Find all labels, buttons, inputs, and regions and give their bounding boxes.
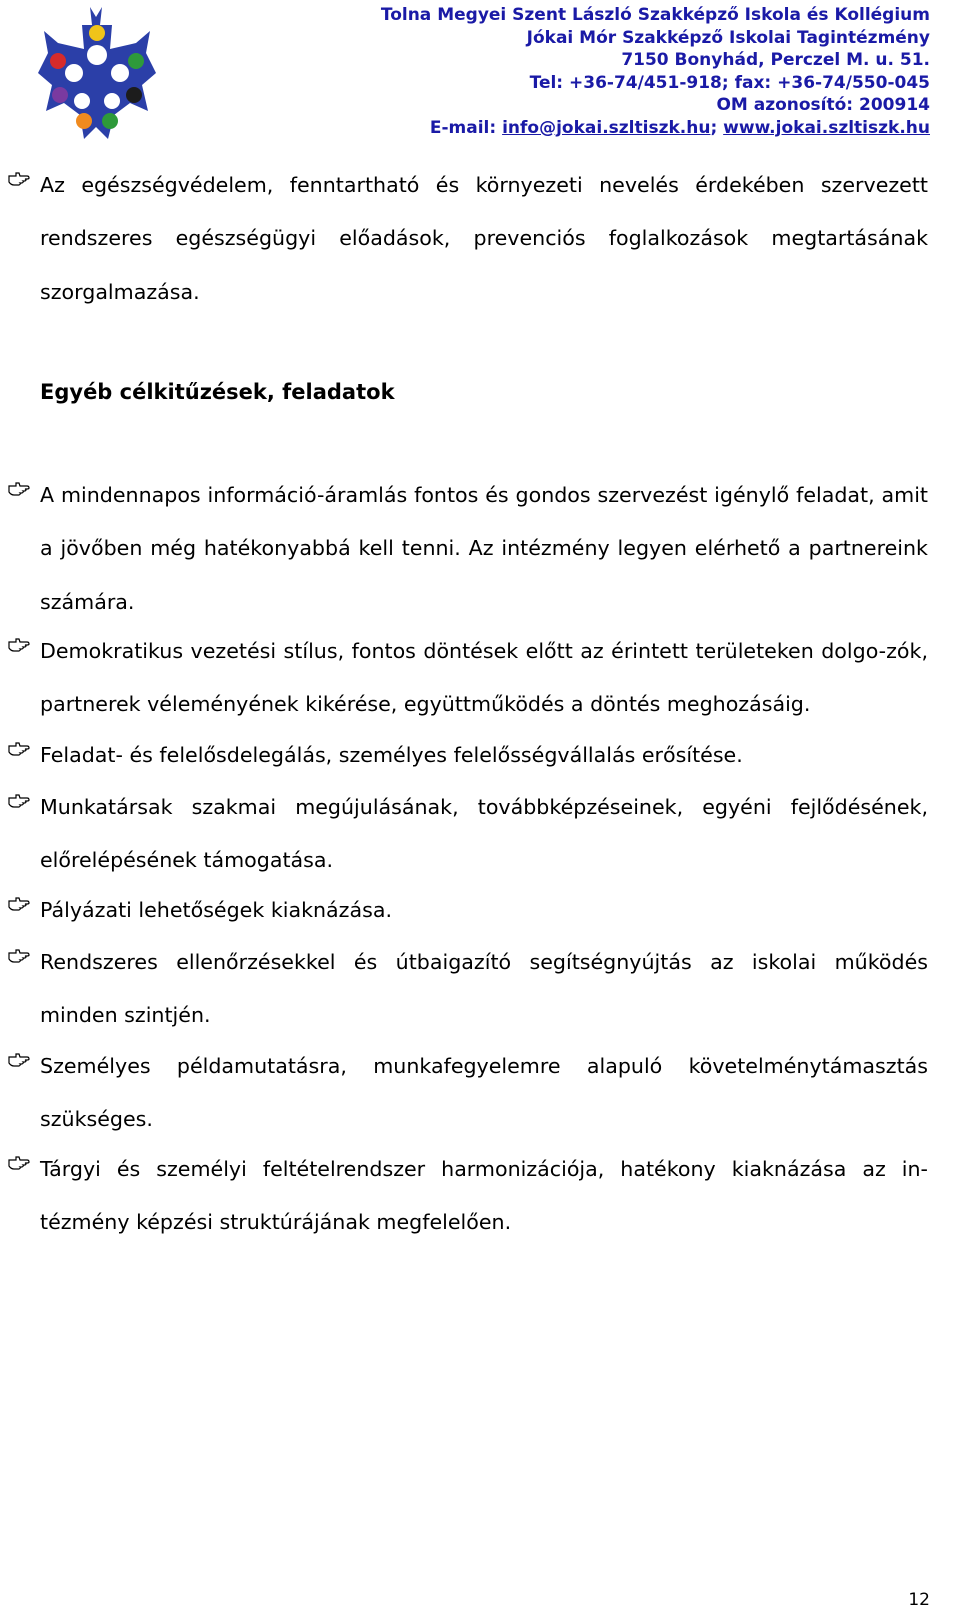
institution-name: Jókai Mór Szakképző Iskolai Tagintézmény	[526, 27, 930, 48]
bullet-text: Rendszeres ellenőrzésekkel és útbaigazító segítségnyújtás az iskolai működés minden szintjén.	[40, 950, 928, 1028]
hand-pointer-icon	[8, 897, 30, 911]
hand-pointer-icon	[8, 742, 30, 756]
email-link[interactable]: info@jokai.szltiszk.hu	[502, 117, 711, 138]
school-logo-icon	[38, 3, 156, 143]
separator: ;	[710, 117, 724, 138]
address: 7150 Bonyhád, Perczel M. u. 51.	[621, 50, 930, 70]
hand-pointer-icon	[8, 1156, 30, 1170]
contact-line	[381, 117, 930, 140]
om-id: OM azonosító: 200914	[716, 95, 930, 115]
bullet-text: Az egészségvédelem, fenntartható és környezeti nevelés érdekében szervezett rendszeres egészségügyi előadások, prevenciós foglalkozások megtartásának szorgalmazása.	[40, 173, 928, 304]
page-number: 12	[908, 1590, 930, 1610]
phone-fax: Tel: +36-74/451-918; fax: +36-74/550-045	[529, 72, 930, 93]
bullet-text: Tárgyi és személyi feltételrendszer harmonizációja, hatékony kiaknázása az in-tézmény képzési struktúrájának megfelelően.	[40, 1157, 928, 1235]
email-label: E-mail:	[429, 117, 503, 138]
school-name: Tolna Megyei Szent László Szakképző Iskola és Kollégium	[380, 5, 930, 25]
bullet-text: Feladat- és felelősdelegálás, személyes felelősségvállalás erősítése.	[40, 743, 743, 767]
hand-pointer-icon	[8, 794, 30, 808]
bullet-text: Munkatársak szakmai megújulásának, továbbképzéseinek, egyéni fejlődésének, előrelépésének támogatása.	[40, 795, 928, 873]
hand-pointer-icon	[8, 1053, 30, 1067]
hand-pointer-icon	[8, 949, 30, 963]
section-heading: Egyéb célkitűzések, feladatok	[40, 380, 395, 404]
bullet-text: Demokratikus vezetési stílus, fontos döntések előtt az érintett területeken dolgo-zók, partnerek véleményének kikérése, együttműködés a döntés meghozásáig.	[40, 639, 928, 717]
hand-pointer-icon	[8, 638, 30, 652]
bullet-text: Pályázati lehetőségek kiaknázása.	[40, 898, 393, 922]
website-link[interactable]: www.jokai.szltiszk.hu	[723, 117, 930, 138]
letterhead	[381, 4, 930, 139]
bullet-text: A mindennapos információ-áramlás fontos és gondos szervezést igénylő feladat, amit a jövőben még hatékonyabbá kell tenni. Az intézmény legyen elérhető a partnereink számára.	[40, 483, 928, 614]
hand-pointer-icon	[8, 482, 30, 496]
bullet-text: Személyes példamutatásra, munkafegyelemre alapuló követelménytámasztás szükséges.	[40, 1054, 928, 1132]
hand-pointer-icon	[8, 172, 30, 186]
